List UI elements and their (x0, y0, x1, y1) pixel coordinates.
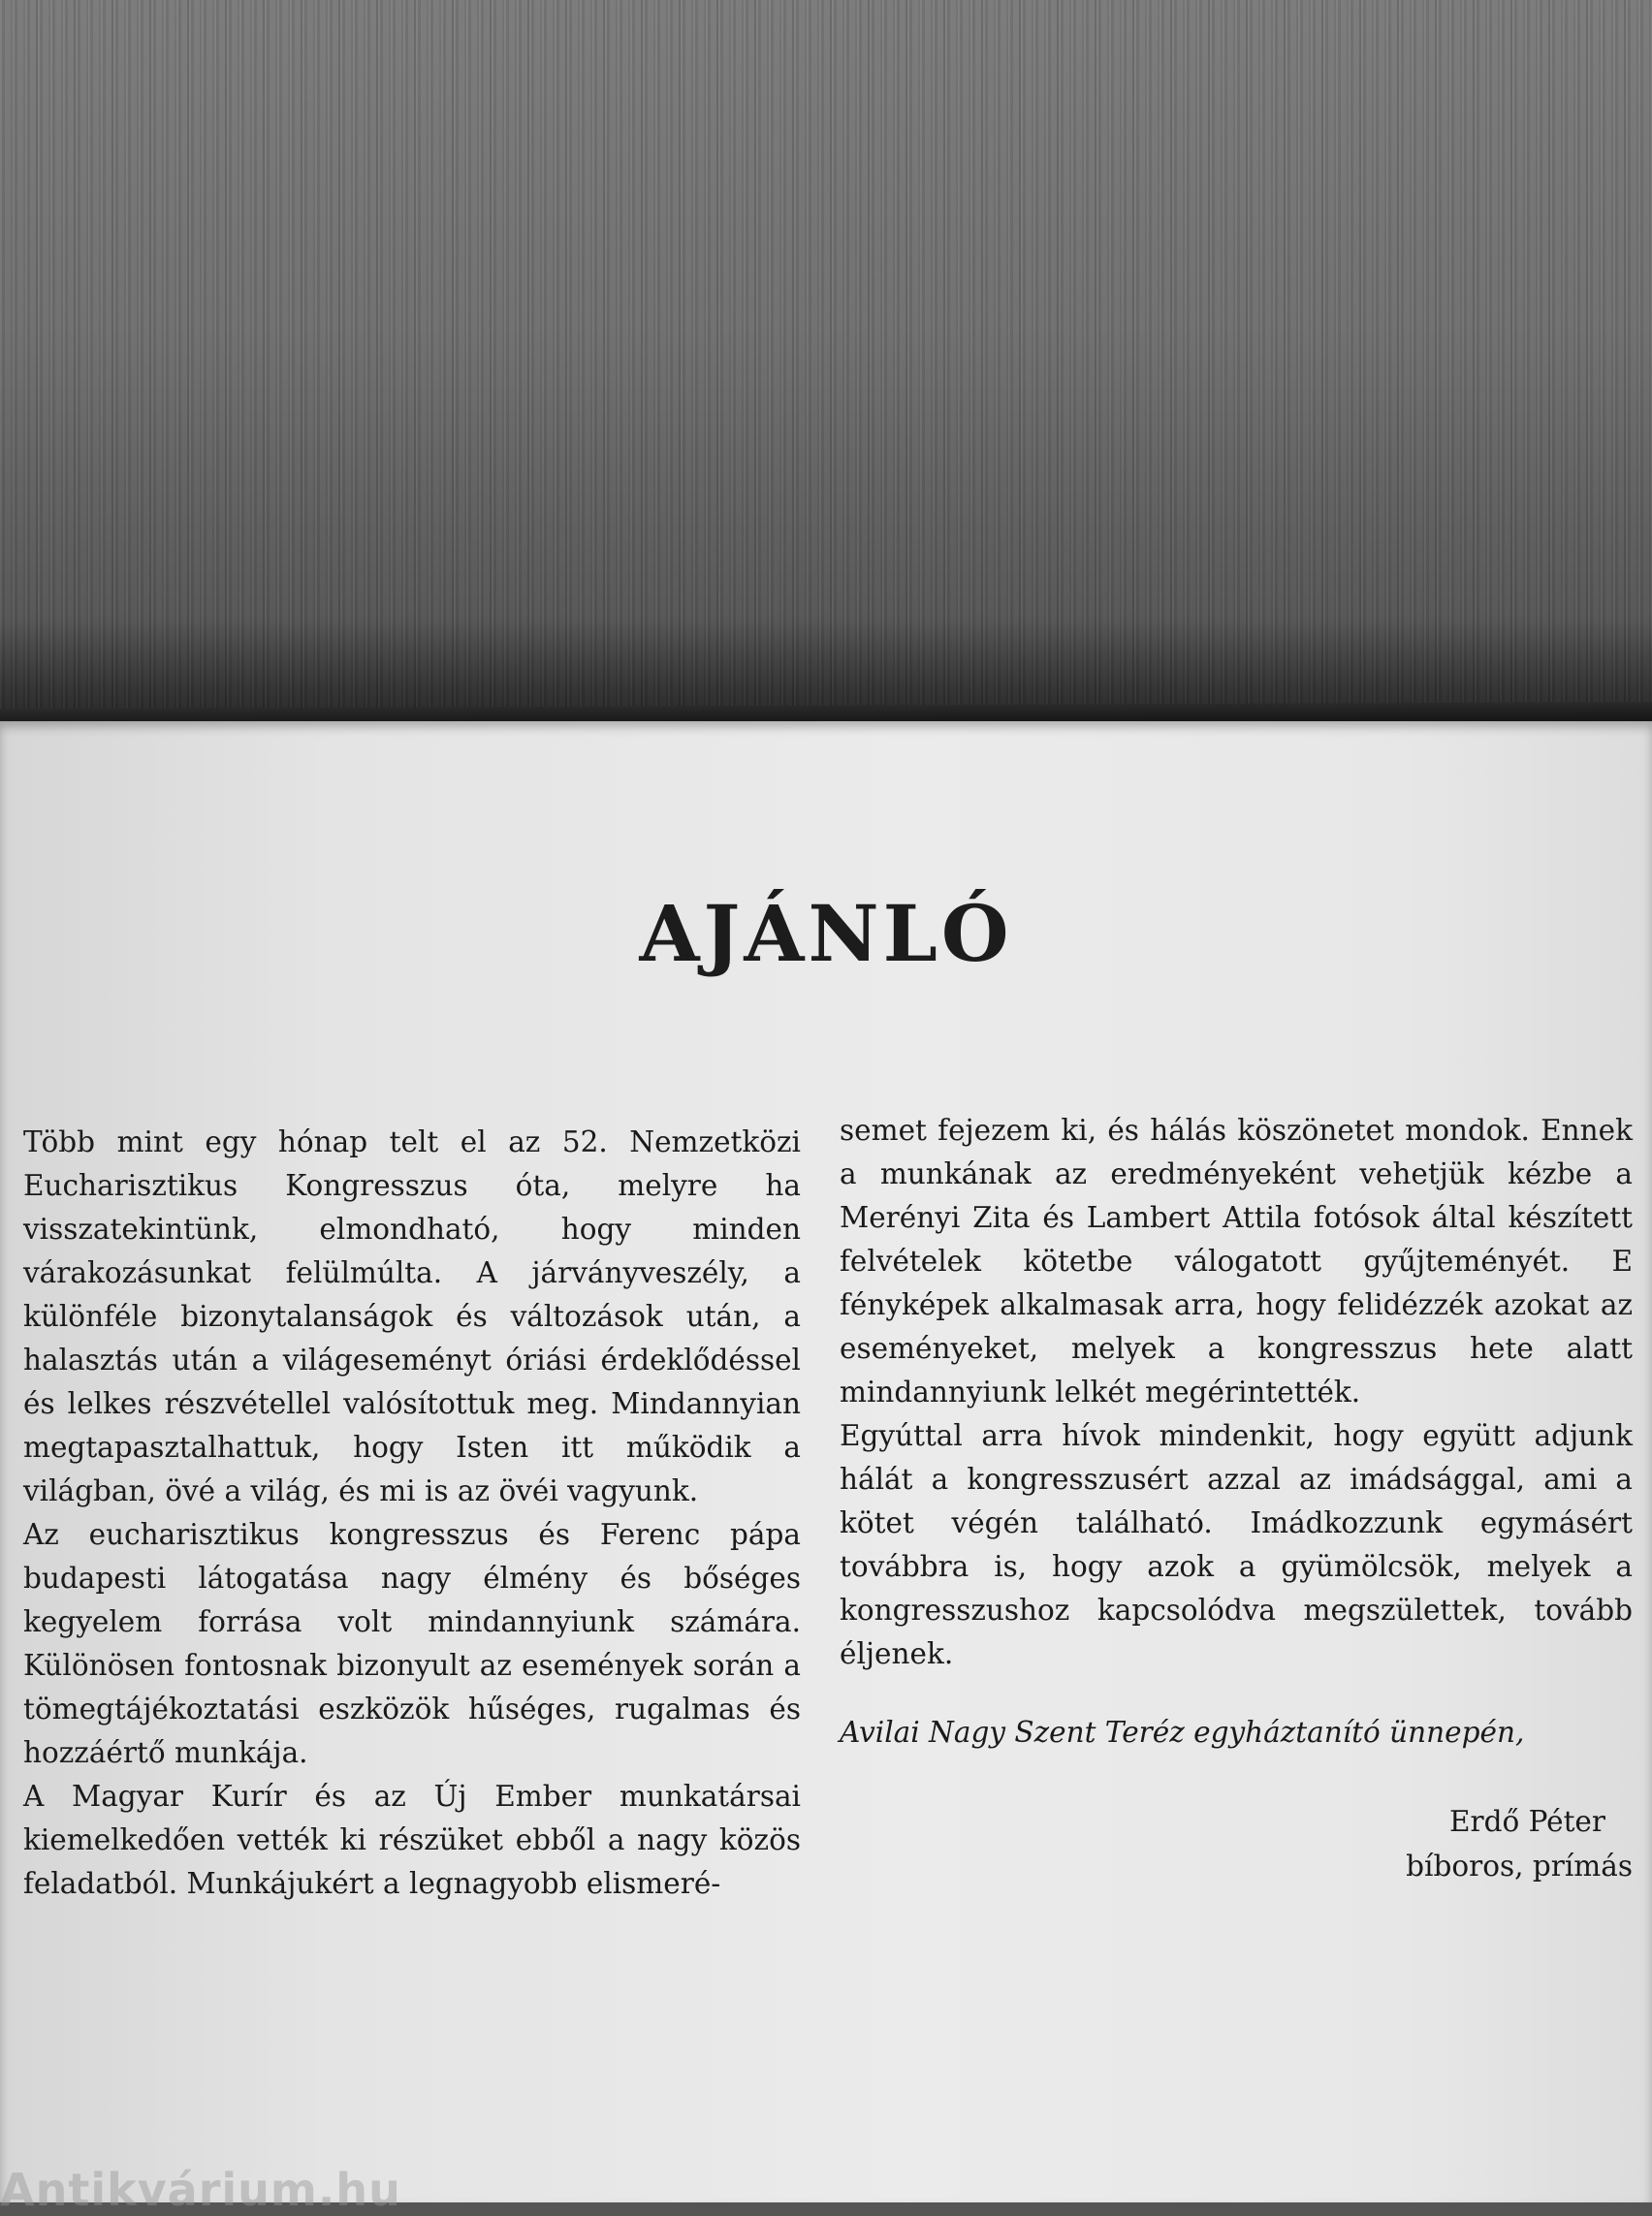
paragraph: Az eucharisztikus kongresszus és Ferenc pápa budapesti látogatása nagy élmény és bőséges kegyelem forrása volt mindannyiunk számára. Különösen fontosnak bizonyult az események során a tömegtájékoztatási eszközök hűséges, rugalmas és hozzáértő munkája. (23, 1518, 801, 1769)
paragraph: Több mint egy hónap telt el az 52. Nemzetközi Eucharisztikus Kongresszus óta, melyre ha visszatekintünk, elmondható, hogy minden várakozásunkat felülmúlta. A járványveszély, a különféle bizonytalanságok és változások után, a halasztás után a világeseményt óriási érdeklődéssel és lelkes részvétellel valósítottuk meg. Mindannyian megtapasztalhattuk, hogy Isten itt működik a világban, övé a világ, és mi is az övéi vagyunk. (23, 1125, 801, 1507)
signature-title: bíboros, prímás (1406, 1850, 1633, 1883)
page-title: AJÁNLÓ (639, 888, 1013, 979)
paragraph: A Magyar Kurír és az Új Ember munkatársai kiemelkedően vették ki részüket ebből a nagy közös feladatból. Munkájukért a legnagyobb elismeré- (23, 1780, 801, 1900)
signature-block (840, 1799, 1633, 1888)
paragraph: Egyúttal arra hívok mindenkit, hogy együtt adjunk hálát a kongresszusért azzal az imádsággal, ami a kötet végén található. Imádkozzunk egymásért továbbra is, hogy azok a gyümölcsök, melyek a kongresszushoz kapcsolódva megszülettek, tovább éljenek. (840, 1419, 1633, 1670)
closing-line: Avilai Nagy Szent Teréz egyháztanító ünnepén, (840, 1716, 1525, 1749)
right-text-column (840, 1109, 1633, 1888)
book-page (0, 721, 1652, 2216)
signature-name: Erdő Péter (1448, 1805, 1605, 1838)
wooden-table-background (0, 0, 1652, 722)
watermark-text: Antikvárium.hu (0, 2164, 401, 2216)
left-text-column (23, 1121, 801, 1906)
paragraph: semet fejezem ki, és hálás köszönetet mondok. Ennek a munkának az eredményeként vehetjük kézbe a Merényi Zita és Lambert Attila fotósok által készített felvételek kötetbe válogatott gyűjteményét. E fényképek alkalmasak arra, hogy felidézzék azokat az eseményeket, melyek a kongresszus hete alatt mindannyiunk lelkét megérintették. (840, 1114, 1633, 1409)
